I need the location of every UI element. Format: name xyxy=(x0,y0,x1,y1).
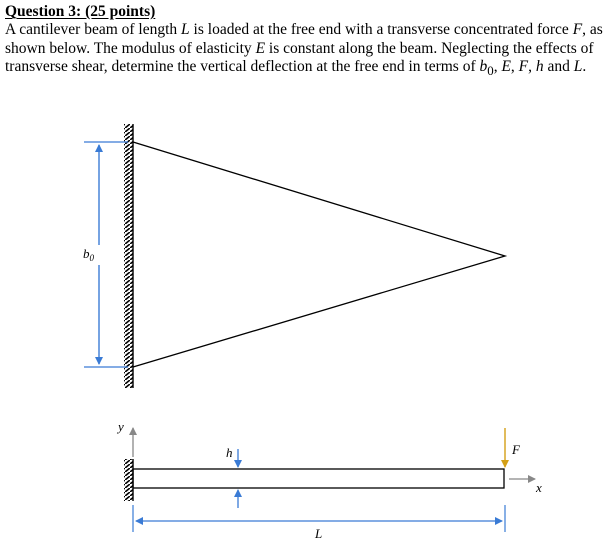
beam-side-profile xyxy=(133,469,504,488)
var-h: h xyxy=(535,58,544,75)
text-part: , xyxy=(493,58,502,75)
top-view-wall-hatch xyxy=(124,124,133,388)
text-part: and xyxy=(543,58,574,75)
var-L: L xyxy=(573,58,583,75)
text-part: , xyxy=(510,58,519,75)
side-view xyxy=(116,419,542,541)
text-part: A cantilever beam of length xyxy=(5,21,182,38)
L-label: L xyxy=(315,526,323,541)
h-label: h xyxy=(226,445,233,460)
triangle-beam-outline xyxy=(133,142,505,367)
var-F: F xyxy=(518,58,529,75)
text-part: , as shown below. The modulus of elasticity xyxy=(5,21,603,57)
text-part: , xyxy=(528,58,536,75)
force-label: F xyxy=(512,442,520,457)
var-b-subscript: 0 xyxy=(487,63,494,79)
var-E: E xyxy=(255,39,266,57)
y-axis-label: y xyxy=(118,419,124,434)
side-view-wall-hatch xyxy=(124,459,133,501)
var-E: E xyxy=(501,58,511,75)
question-title: Question 3: (25 points) xyxy=(5,3,156,20)
var-b: b xyxy=(479,58,488,75)
text-part: is constant along the beam. Neglecting the effects of transverse shear, determine the vertical deflection at the free end in terms of xyxy=(5,39,594,75)
b0-label: $b_0$ xyxy=(83,246,94,263)
var-F: F xyxy=(572,21,583,38)
text-part: is loaded at the free end with a transverse concentrated force xyxy=(189,21,573,38)
text-part: . xyxy=(582,58,587,75)
var-L: L xyxy=(181,21,190,38)
top-view xyxy=(78,124,505,388)
x-axis-label: x xyxy=(536,480,542,495)
